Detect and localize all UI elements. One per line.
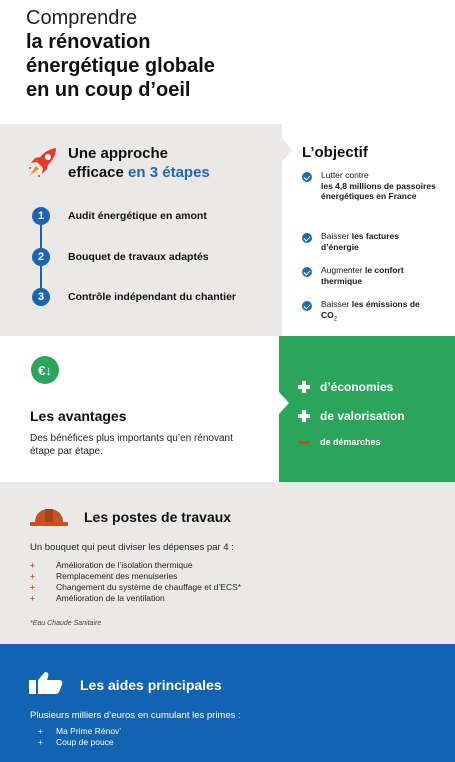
objective-text-bold: le confort thermique [321,265,404,286]
advantages-section [0,336,455,482]
step-number: 3 [32,288,50,306]
objective-item [302,231,425,252]
works-intro: Un bouquet qui peut diviser les dépenses par 4 : [30,542,234,553]
list-item-label: Amélioration de la ventilation [56,593,165,603]
header-line-4: en un coup d’oeil [26,79,191,101]
step-label: Audit énergétique en amont [68,210,207,222]
list-item [30,593,241,604]
check-icon [302,301,312,311]
aids-title: Les aides principales [80,677,222,693]
panel-arrow [279,392,289,414]
benefit-item [298,409,405,423]
advantages-text: Des bénéfices plus importants qu’en rénovant étape par étape. [30,433,233,457]
objective-title: L’objectif [302,144,368,161]
objective-text [321,299,431,325]
aids-intro: Plusieurs milliers d’euros en cumulant les primes : [30,710,241,721]
objective-item [302,299,431,325]
objective-text [321,231,425,252]
objective-text-regular: Lutter contre [321,170,369,180]
check-icon [302,172,312,182]
benefit-label: d’économies [320,380,394,394]
footnote: *Eau Chaude Sanitaire [30,620,102,627]
advantages-title: Les avantages [30,408,127,424]
plus-icon [298,381,310,393]
objective-text-subscript: 2 [333,316,338,323]
step-number: 2 [32,248,50,266]
objective-text-bold: les 4,8 millions de passoires énergétiques en France [321,180,436,201]
objective-text-bold: les factures d’énergie [321,231,399,252]
plus-bullet: + [30,560,35,570]
plus-bullet: + [30,571,35,581]
objective-text-regular: Baisser [321,299,350,309]
approach-title-line1: Une approche [68,145,169,162]
list-item [30,560,241,571]
objective-text-regular: Augmenter [321,265,363,275]
thumbs-up-icon [29,672,63,694]
check-icon [302,267,312,277]
header-line-2: la rénovation [26,31,151,53]
aids-section [0,644,455,762]
works-list [30,560,241,604]
list-item [30,571,241,582]
step-number: 1 [32,207,50,225]
plus-icon [298,410,310,422]
works-title: Les postes de travaux [84,509,232,525]
objective-item [302,265,431,286]
plus-bullet: + [30,582,35,592]
approach-title-highlight: en 3 étapes [128,164,210,181]
step-label: Contrôle indépendant du chantier [68,291,237,303]
hard-hat-icon [30,508,68,526]
step-label: Bouquet de travaux adaptés [68,251,209,263]
check-icon [302,233,312,243]
step-2 [32,246,209,268]
header-line-1: Comprendre [26,7,138,29]
list-item-label: Amélioration de l’isolation thermique [56,560,193,570]
approach-title-word: efficace [68,164,124,181]
list-item [30,737,121,748]
list-item [30,582,241,593]
euro-down-icon: €↓ [31,356,59,384]
list-item [30,726,121,737]
rocket-icon [26,146,60,178]
minus-icon [298,441,310,444]
benefit-item [298,380,393,394]
benefit-label: de démarches [320,437,381,447]
list-item-label: Remplacement des menuiseries [56,571,178,581]
objective-text-regular: Baisser [321,231,350,241]
approach-title-line2 [68,163,210,182]
list-item-label: Changement du système de chauffage et d’ECS* [56,582,242,592]
plus-bullet: + [38,726,43,736]
step-1 [32,205,207,227]
step-3 [32,286,237,308]
plus-bullet: + [38,737,43,747]
aids-list [30,726,121,748]
panel-arrow [270,124,292,176]
approach-section [0,124,455,336]
page-header [26,6,446,102]
plus-bullet: + [30,593,35,603]
objective-item [302,170,446,202]
list-item-label: Coup de pouce [56,737,114,747]
objective-text [321,170,446,202]
objective-text-bold: les émissions de CO [321,299,420,320]
objective-text [321,265,431,286]
benefit-item [298,437,381,447]
list-item-label: Ma Prime Rénov’ [56,726,122,736]
benefit-label: de valorisation [320,409,405,423]
header-line-3: énergétique globale [26,55,215,77]
approach-title [68,144,210,182]
works-section [0,482,455,644]
